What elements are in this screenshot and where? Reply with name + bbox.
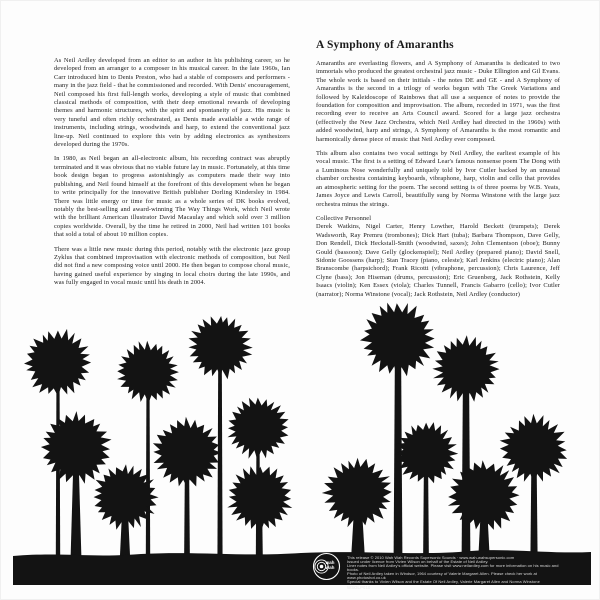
flower-stem bbox=[394, 339, 403, 573]
catalog-number: WSOLP010 bbox=[347, 584, 371, 590]
credit-line-5: Special thanks to Vivien Wilson and the Estate Of Neil Ardley, Valerie Margaret Allen and Norma Winstone bbox=[347, 579, 540, 584]
personnel-heading: Collective Personnel bbox=[316, 214, 372, 222]
credit-line-4: Photo of Neil Ardley taken in Windsor, 1964 courtesy of Valerie Margaret Allen. Please check her work at www.photoshot.co.uk bbox=[347, 571, 537, 580]
wah-wah-records-logo bbox=[312, 552, 341, 581]
page-title: A Symphony of Amaranths bbox=[316, 39, 454, 51]
amaranth-flower-silhouette bbox=[360, 303, 435, 377]
logo-wordmark bbox=[326, 561, 335, 571]
bio-paragraph-2: In 1980, as Neil began an all-electronic album, his recording contract was abruptly terminated and it was obvious that no viable future lay in music. Fortunately, at this time book design began to progress astonishingly as computers made their way into publishing, and Neil found himself at the forefront of this development when he began to write principally for the innovative British publisher Dorling Kindersley in 1984. There was little energy or time for music as a whole series of DK books evolved, notably the best-selling and award-winning The Way Things Work, which Neil wrote with the brilliant American illustrator David Macaulay and which sold over 3 million copies worldwide. Overall, by the time he retired in 2000, Neil had written 101 books that sold a total of about 10 million copies. bbox=[54, 155, 290, 239]
bio-paragraph-1: As Neil Ardley developed from an editor to an author in his publishing career, so he developed from an arranger to a composer in his musical career. In the late 1960s, Ian Carr introduced him to Denis Preston, who had a stable of composers and performers - many in the jazz field - that he commissioned and recorded. With Denis' encouragement, Neil composed his first full-length works, developing a style of music that combined classical methods of composition, with their deep emotional rewards of developing themes and harmonic structures, with the spirit and spontaneity of jazz. His music is very tuneful and often richly orchestrated, as Denis made available a wide range of instruments, including strings, woodwinds and harp, to extend the conventional jazz line-up. Neil continued to explore this vein by adding electronics as synthesizers developed during the 1970s. bbox=[54, 57, 290, 149]
logo-word-1: wah bbox=[325, 560, 335, 565]
amaranth-flower-silhouette bbox=[448, 460, 520, 530]
bio-paragraph-3: There was a little new music during this period, notably with the electronic jazz group Zyklus that combined improvisation with electronic methods of composition, but Neil did not find a new composing voice until 2000. He then began to compose choral music, having gained useful experience by singing in local choirs during the late 1990s, and was fully engaged in vocal music until his death in 2004. bbox=[54, 245, 290, 287]
credit-line-1: This release © 2010 Wah Wah Records Supersonic Sounds · www.wah-wahsupersonic.com bbox=[347, 555, 515, 560]
amaranth-flowers-illustration bbox=[1, 1, 600, 600]
amaranth-flower-silhouette bbox=[322, 458, 392, 528]
amaranth-flower-silhouette bbox=[117, 341, 179, 404]
flower-stem bbox=[217, 347, 222, 573]
amaranth-flower-silhouette bbox=[41, 411, 112, 484]
amaranth-flower-silhouette bbox=[24, 329, 91, 396]
amaranth-flower-silhouette bbox=[432, 335, 499, 403]
album-paragraph-1: Amaranths are everlasting flowers, and A Symphony of Amaranths is dedicated to two immortals who produced the greatest orchestral jazz music - Duke Ellington and Gil Evans. The whole work is based on their initials - the notes DE and GE - and A Symphony of Amaranths is the second in a trilogy of works begun with The Greek Variations and followed by Kaleidoscope of Rainbows that all use a sequence of notes to provide the foundation for composition and improvisation. The album, recorded in 1971, was the first recording ever to receive an Arts Council award. Scored for a large jazz orchestra (effectively the New Jazz Orchestra, which Neil Ardley had directed in the 1960s) with added woodwind, harp and strings, A Symphony of Amaranths is the most romantic and harmonically dense piece of music that Neil Ardley ever composed. bbox=[316, 60, 560, 143]
album-paragraph-2: This album also contains two vocal settings by Neil Ardley, the earliest example of his vocal music. The first is a setting of Edward Lear's famous nonsense poem The Dong with a Luminous Nose wonderfully and uniquely told by Ivor Cutler backed by an unusual chamber orchestra containing keyboards, vibraphone, harp, violin and cello that provides an atmospheric setting for the poem. The second setting is of three poems by W.B. Yeats, James Joyce and Lewis Carroll, beautifully sung by Norma Winstone with the large jazz orchestra minus the strings. bbox=[316, 150, 560, 208]
amaranth-flower-silhouette bbox=[395, 422, 459, 483]
amaranth-flower-silhouette bbox=[500, 414, 567, 483]
amaranth-flower-silhouette bbox=[227, 466, 292, 532]
credit-line-3: Liner notes from Neil Ardley's official website. Please visit www.neilardley.com for more information on his music and books. bbox=[347, 563, 559, 572]
credit-line-2: Issued under licence from Vivien Wilson on behalf of the Estate of Neil Ardley. bbox=[347, 559, 489, 564]
amaranth-flower-silhouette bbox=[189, 316, 253, 379]
personnel-list: Derek Watkins, Nigel Carter, Henry Lowther, Harold Beckett (trumpets); Derek Wadsworth, Ray Premru (trombones); Dick Hart (tuba); Barbara Thompson, Dave Gelly, Don Rendell, Dick Heckstall-Smith (woodwind, saxes); John Clementson (oboe); Bunny Gould (bassoon); Dave Gelly (glockenspiel); Neil Ardley (prepared piano); David Snell, Sidonie Goossens (harp); Stan Tracey (piano, celeste); Karl Jenkins (electric piano); Alan Branscombe (harpsichord); Frank Ricotti (vibraphone, percussion); Chris Laurence, Jeff Clyne (bass); Jon Hiseman (drums, percussion); Eric Gruenberg, Jack Rothstein, Kelly Isaacs (violin); Ken Essex (viola); Charles Tunnell, Francis Gabarro (cello); Ivor Cutler (narrator); Norma Winstone (vocal); Jack Rothstein, Neil Ardley (conductor) bbox=[316, 223, 560, 298]
footer-credits bbox=[347, 556, 563, 590]
amaranth-flower-silhouette bbox=[228, 398, 289, 460]
logo-word-2: wah bbox=[325, 564, 335, 570]
amaranth-flower-silhouette bbox=[153, 417, 222, 487]
